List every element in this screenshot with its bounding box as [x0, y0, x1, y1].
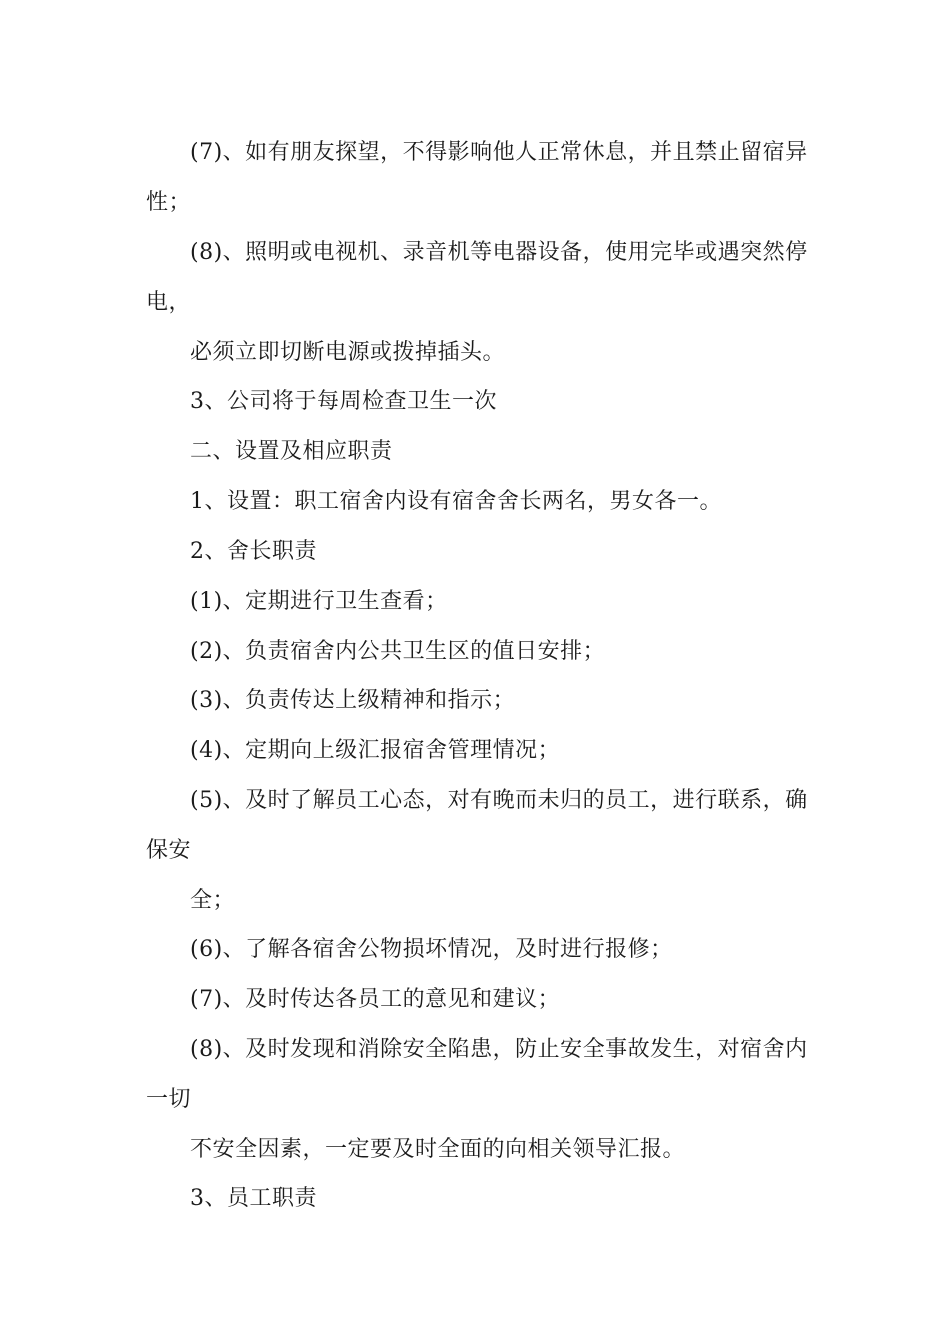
list-item: (7)、及时传达各员工的意见和建议；: [190, 987, 561, 1012]
paragraph-line: 必须立即切断电源或拨掉插头。: [190, 340, 506, 365]
section-heading: 二、设置及相应职责: [190, 439, 393, 464]
paragraph-line: 全；: [190, 888, 236, 913]
list-item: (3)、负责传达上级精神和指示；: [190, 688, 516, 713]
list-item: (4)、定期向上级汇报宿舍管理情况；: [190, 738, 561, 763]
list-item: (2)、负责宿舍内公共卫生区的值日安排；: [190, 639, 606, 664]
subsection-heading: 3、员工职责: [190, 1186, 317, 1211]
list-item: (1)、定期进行卫生查看；: [190, 589, 448, 614]
paragraph-line: 保安: [146, 838, 192, 863]
paragraph-line: 1、设置：职工宿舍内设有宿舍舍长两名，男女各一。: [190, 489, 722, 514]
paragraph-line: (7)、如有朋友探望，不得影响他人正常休息，并且禁止留宿异: [190, 140, 808, 165]
paragraph-line: 一切: [146, 1087, 192, 1112]
paragraph-line: 性；: [146, 190, 192, 215]
list-item: (8)、及时发现和消除安全陷患，防止安全事故发生，对宿舍内: [190, 1037, 808, 1062]
paragraph-line: 3、公司将于每周检查卫生一次: [190, 389, 497, 414]
paragraph-line: 不安全因素，一定要及时全面的向相关领导汇报。: [190, 1137, 686, 1162]
paragraph-line: 电，: [146, 290, 192, 315]
paragraph-line: (8)、照明或电视机、录音机等电器设备，使用完毕或遇突然停: [190, 240, 808, 265]
subsection-heading: 2、舍长职责: [190, 539, 317, 564]
list-item: (6)、了解各宿舍公物损坏情况，及时进行报修；: [190, 937, 673, 962]
list-item: (5)、及时了解员工心态，对有晚而未归的员工，进行联系，确: [190, 788, 808, 813]
